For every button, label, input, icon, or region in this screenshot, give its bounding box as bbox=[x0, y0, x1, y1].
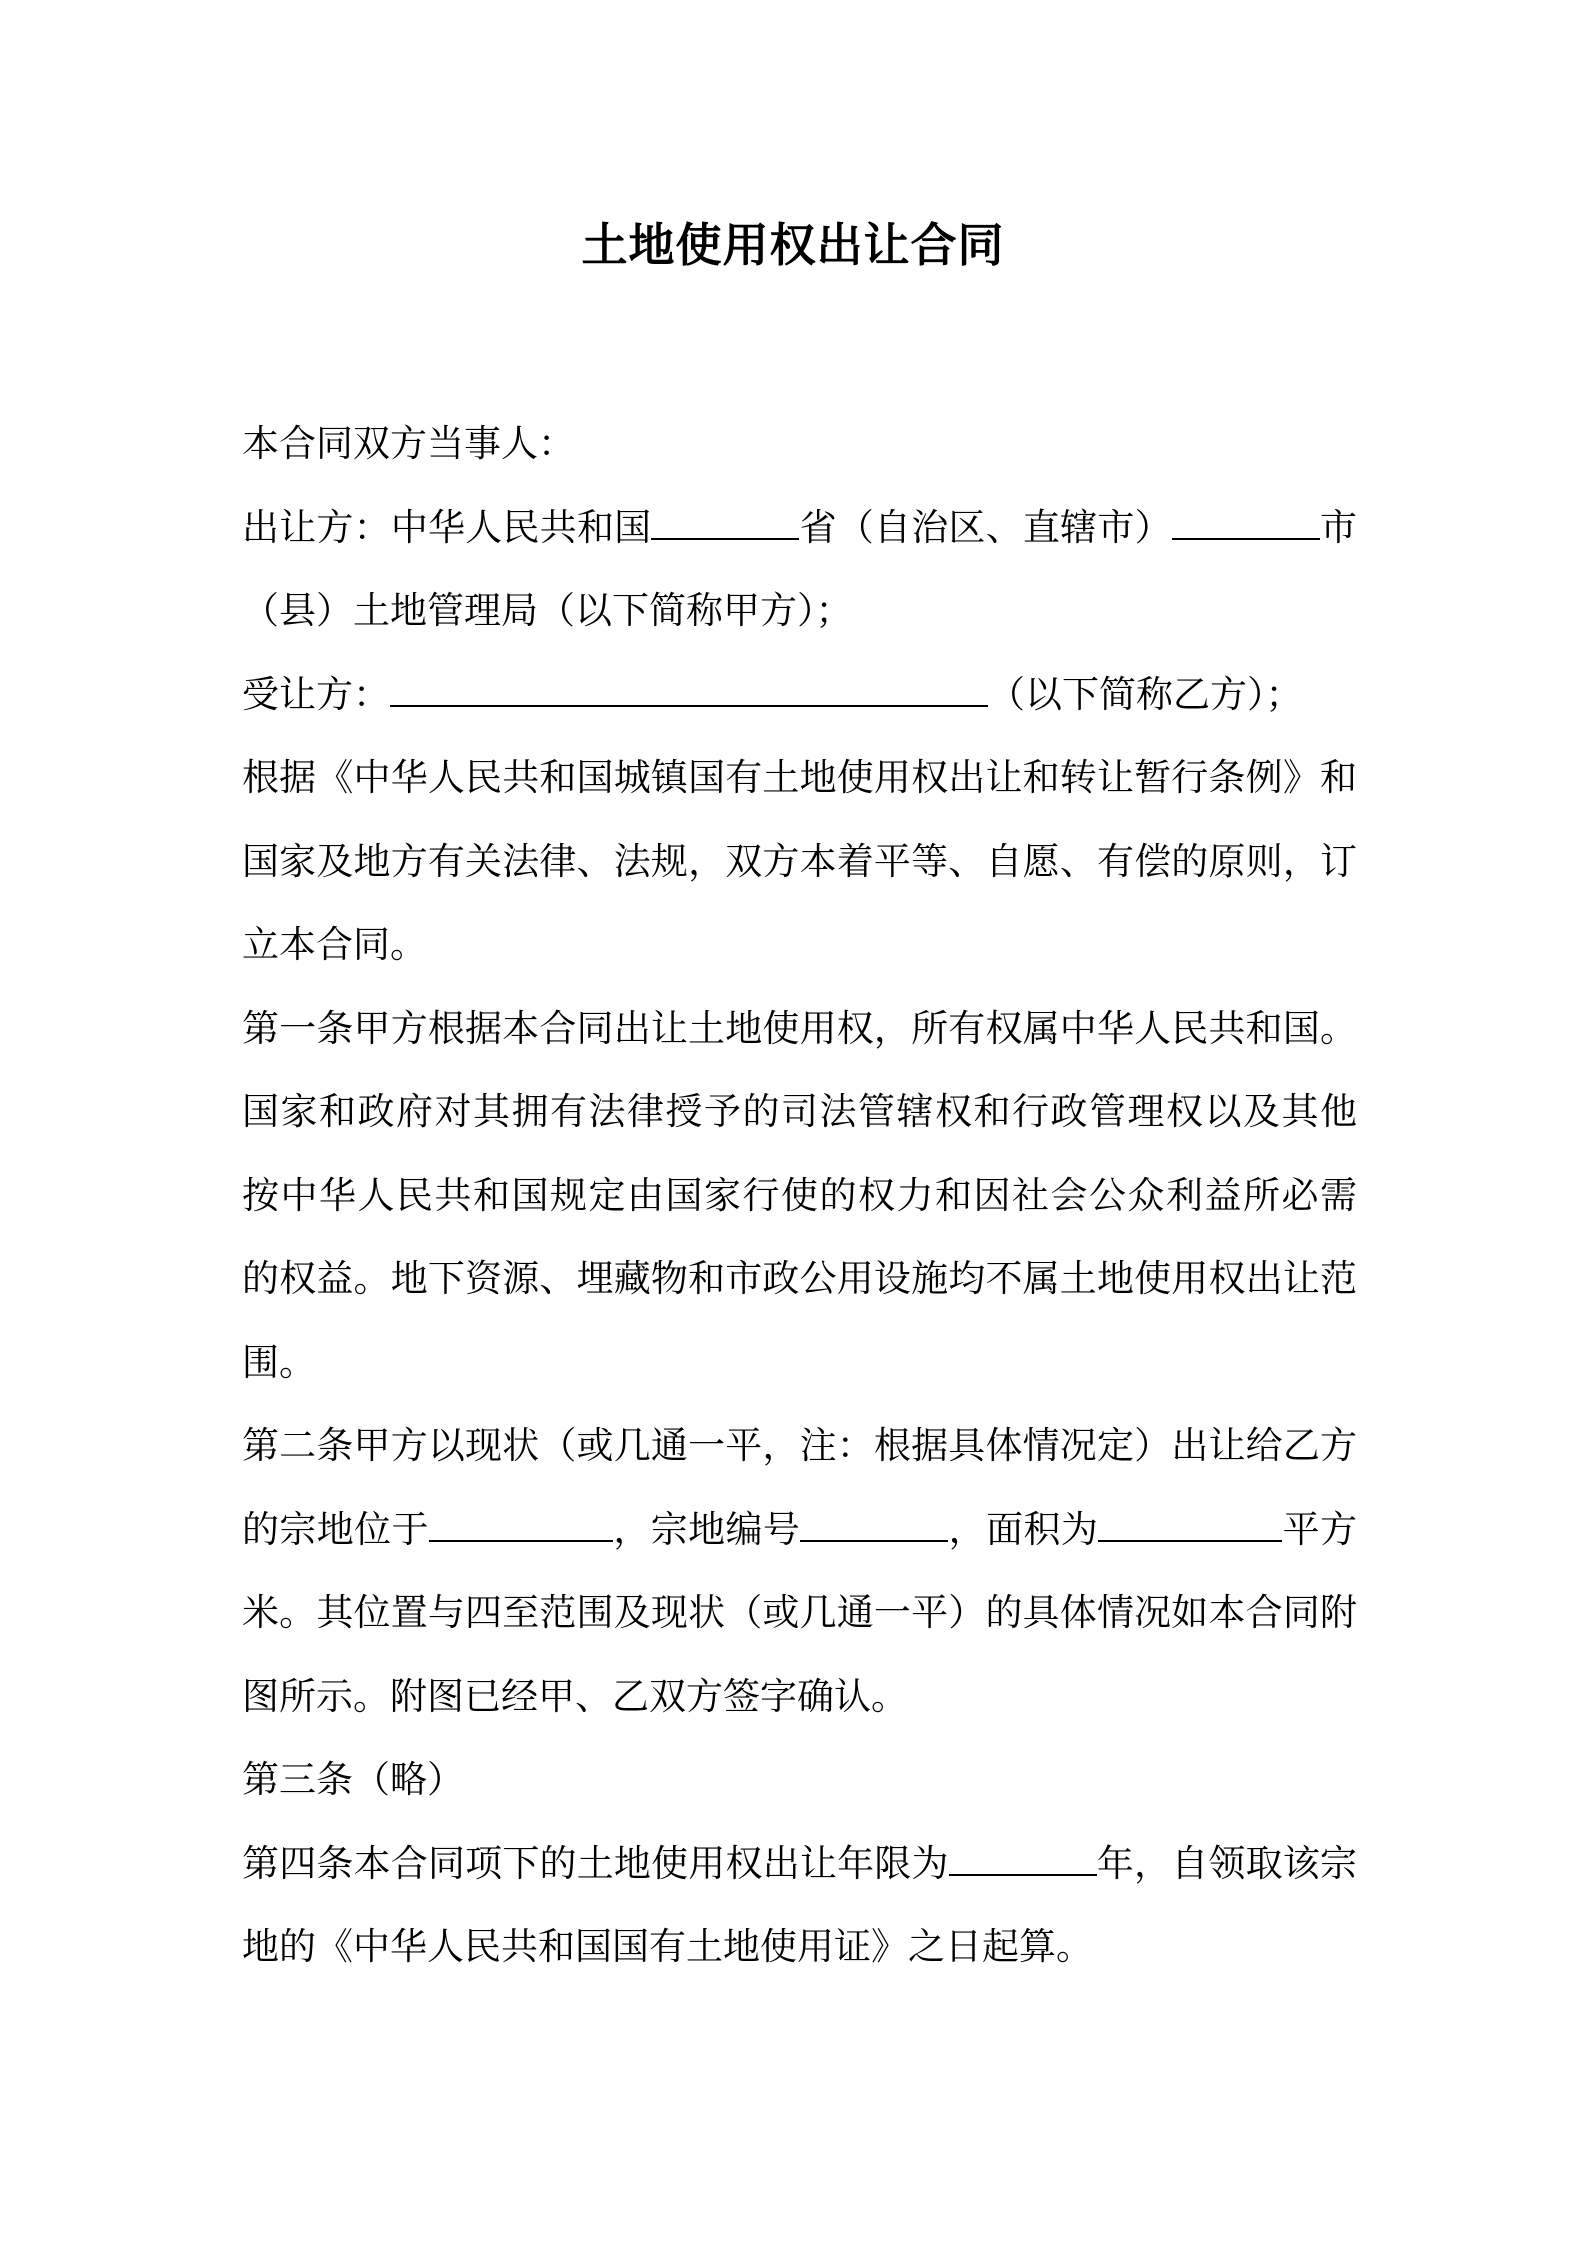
location-blank bbox=[429, 1510, 613, 1542]
grantee-prefix: 受让方： bbox=[242, 672, 390, 716]
article3-line: 第三条（略） bbox=[242, 1758, 464, 1801]
preamble-line: 根据《中华人民共和国城镇国有土地使用权出让和转让暂行条例》和 bbox=[242, 756, 1357, 799]
grantor-mid: 省（自治区、直辖市） bbox=[799, 505, 1172, 549]
province-blank bbox=[651, 508, 799, 540]
city-blank bbox=[1172, 508, 1320, 540]
preamble-line: 立本合同。 bbox=[242, 923, 427, 966]
parcel-number-label: ，宗地编号 bbox=[612, 1507, 801, 1551]
area-blank bbox=[1098, 1510, 1282, 1542]
article4-line-2: 地的《中华人民共和国国有土地使用证》之日起算。 bbox=[242, 1925, 1093, 1968]
article1-line: 按中华人民共和国规定由国家行使的权力和因社会公众利益所必需 bbox=[242, 1173, 1357, 1217]
term-suffix: 年，自领取该宗 bbox=[1096, 1841, 1358, 1885]
article1-line: 第一条甲方根据本合同出让土地使用权，所有权属中华人民共和国。 bbox=[242, 1006, 1357, 1050]
article1-line: 的权益。地下资源、埋藏物和市政公用设施均不属土地使用权出让范 bbox=[242, 1257, 1357, 1300]
grantor-suffix: 市 bbox=[1319, 505, 1357, 549]
area-label: ，面积为 bbox=[948, 1507, 1099, 1551]
preamble-line: 国家及地方有关法律、法规，双方本着平等、自愿、有偿的原则，订 bbox=[242, 839, 1357, 883]
article4-line-1 bbox=[242, 1822, 1357, 1906]
grantor-line-1 bbox=[242, 486, 1357, 570]
article2-line-3: 米。其位置与四至范围及现状（或几通一平）的具体情况如本合同附 bbox=[242, 1591, 1357, 1634]
article1-line: 围。 bbox=[242, 1340, 316, 1384]
article2-line-2 bbox=[242, 1488, 1357, 1572]
parcel-number-blank bbox=[800, 1510, 948, 1542]
article2-line-1: 第二条甲方以现状（或几通一平，注：根据具体情况定）出让给乙方 bbox=[242, 1424, 1357, 1467]
article2-line-4: 图所示。附图已经甲、乙双方签字确认。 bbox=[242, 1674, 908, 1718]
grantee-line bbox=[242, 653, 1357, 737]
parties-heading: 本合同双方当事人： bbox=[242, 422, 575, 465]
area-unit: 平方 bbox=[1282, 1507, 1358, 1551]
grantor-prefix: 出让方：中华人民共和国 bbox=[242, 505, 652, 549]
term-years-blank bbox=[949, 1844, 1097, 1876]
document-title: 土地使用权出让合同 bbox=[581, 218, 1005, 272]
grantee-blank bbox=[390, 675, 988, 707]
term-label: 第四条本合同项下的土地使用权出让年限为 bbox=[242, 1841, 949, 1885]
article1-line: 国家和政府对其拥有法律授予的司法管辖权和行政管理权以及其他 bbox=[242, 1090, 1357, 1133]
grantee-suffix: （以下简称乙方）； bbox=[988, 672, 1303, 716]
location-label: 的宗地位于 bbox=[242, 1507, 429, 1551]
grantor-line-2: （县）土地管理局（以下简称甲方）； bbox=[242, 589, 853, 632]
document-body bbox=[242, 402, 1357, 1989]
